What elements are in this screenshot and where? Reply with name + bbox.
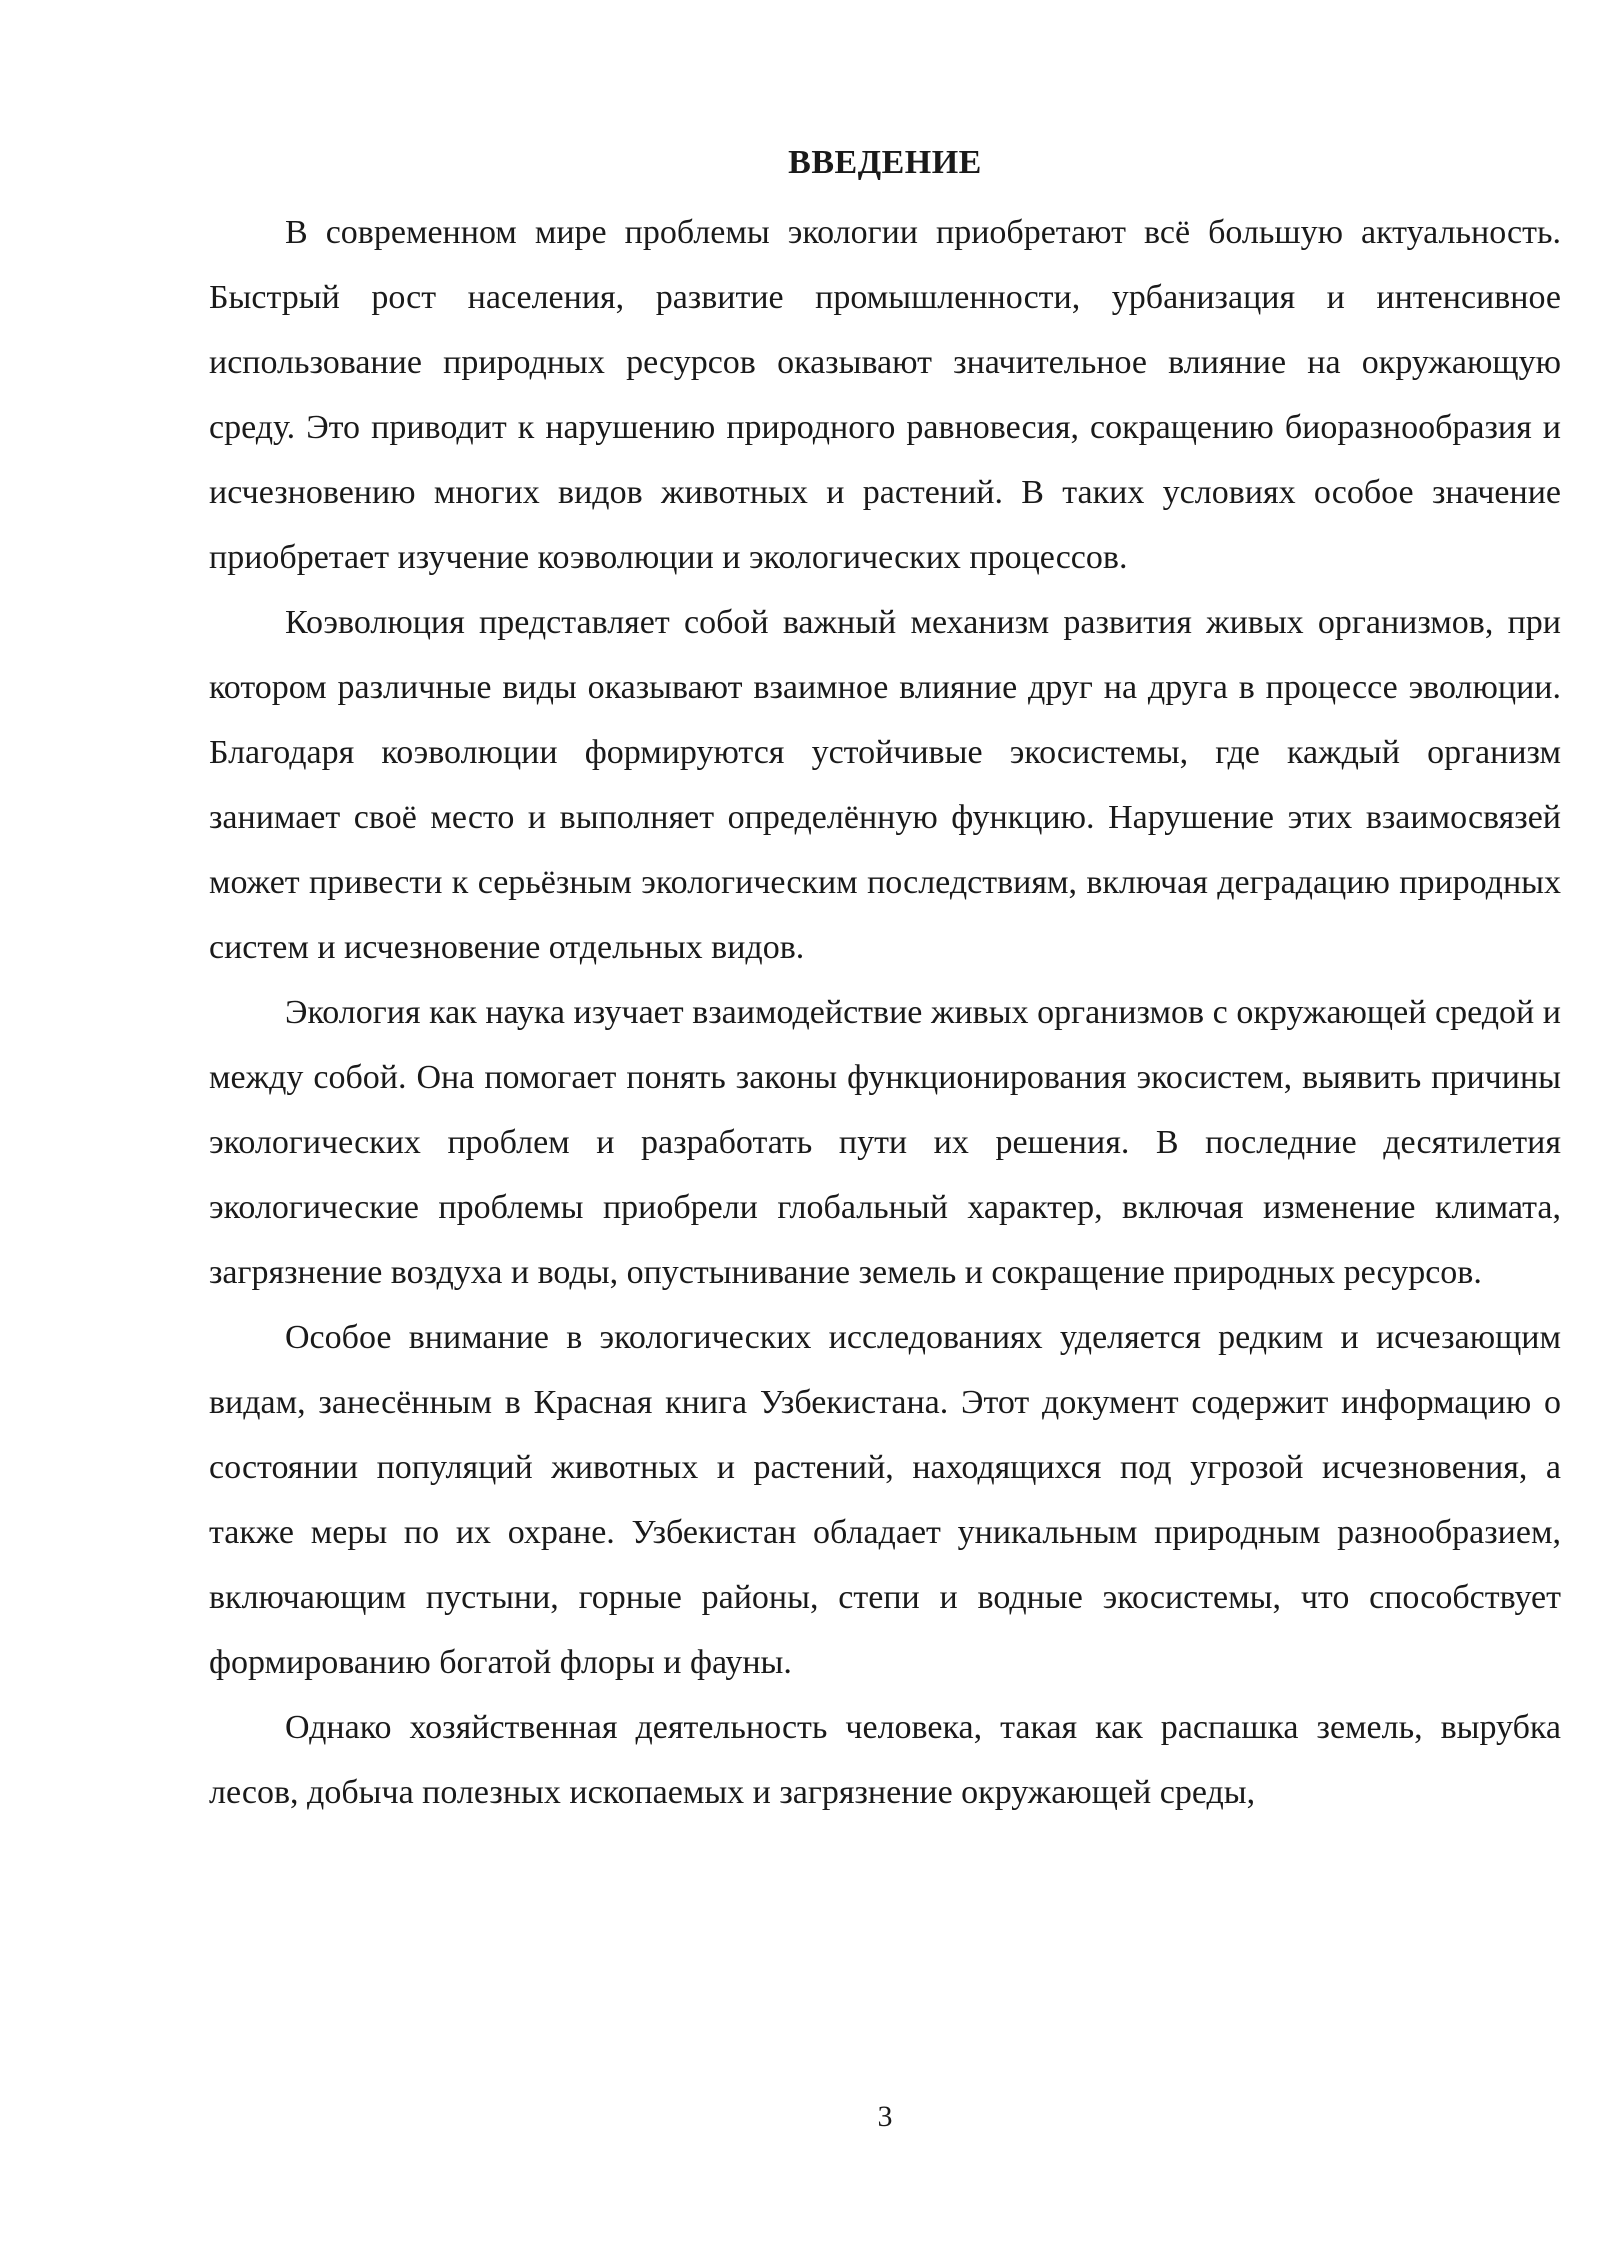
paragraph-4: Особое внимание в экологических исследованиях уделяется редким и исчезающим видам, занесённым в Красная книга Узбекистана. Этот документ содержит информацию о состоянии популяций животных и растений, находящихся под угрозой исчезновения, а также меры по их охране. Узбекистан обладает уникальным природным разнообразием, включающим пустыни, горные районы, степи и водные экосистемы, что способствует формированию богатой флоры и фауны. xyxy=(209,1319,1561,1681)
paragraph-1: В современном мире проблемы экологии приобретают всё большую актуальность. Быстрый рост населения, развитие промышленности, урбанизация и интенсивное использование природных ресурсов оказывают значительное влияние на окружающую среду. Это приводит к нарушению природного равновесия, сокращению биоразнообразия и исчезновению многих видов животных и растений. В таких условиях особое значение приобретает изучение коэволюции и экологических процессов. xyxy=(209,214,1561,576)
section-title: ВВЕДЕНИЕ xyxy=(788,144,982,181)
paragraph-5: Однако хозяйственная деятельность человека, такая как распашка земель, вырубка лесов, добыча полезных ископаемых и загрязнение окружающей среды, xyxy=(209,1709,1561,1811)
page-number: 3 xyxy=(877,2100,893,2133)
paragraph-2: Коэволюция представляет собой важный механизм развития живых организмов, при котором различные виды оказывают взаимное влияние друг на друга в процессе эволюции. Благодаря коэволюции формируются устойчивые экосистемы, где каждый организм занимает своё место и выполняет определённую функцию. Нарушение этих взаимосвязей может привести к серьёзным экологическим последствиям, включая деградацию природных систем и исчезновение отдельных видов. xyxy=(209,604,1561,966)
page-content xyxy=(209,138,1561,1825)
paragraph-3: Экология как наука изучает взаимодействие живых организмов с окружающей средой и между собой. Она помогает понять законы функционирования экосистем, выявить причины экологических проблем и разработать пути их решения. В последние десятилетия экологические проблемы приобрели глобальный характер, включая изменение климата, загрязнение воздуха и воды, опустынивание земель и сокращение природных ресурсов. xyxy=(209,994,1561,1291)
